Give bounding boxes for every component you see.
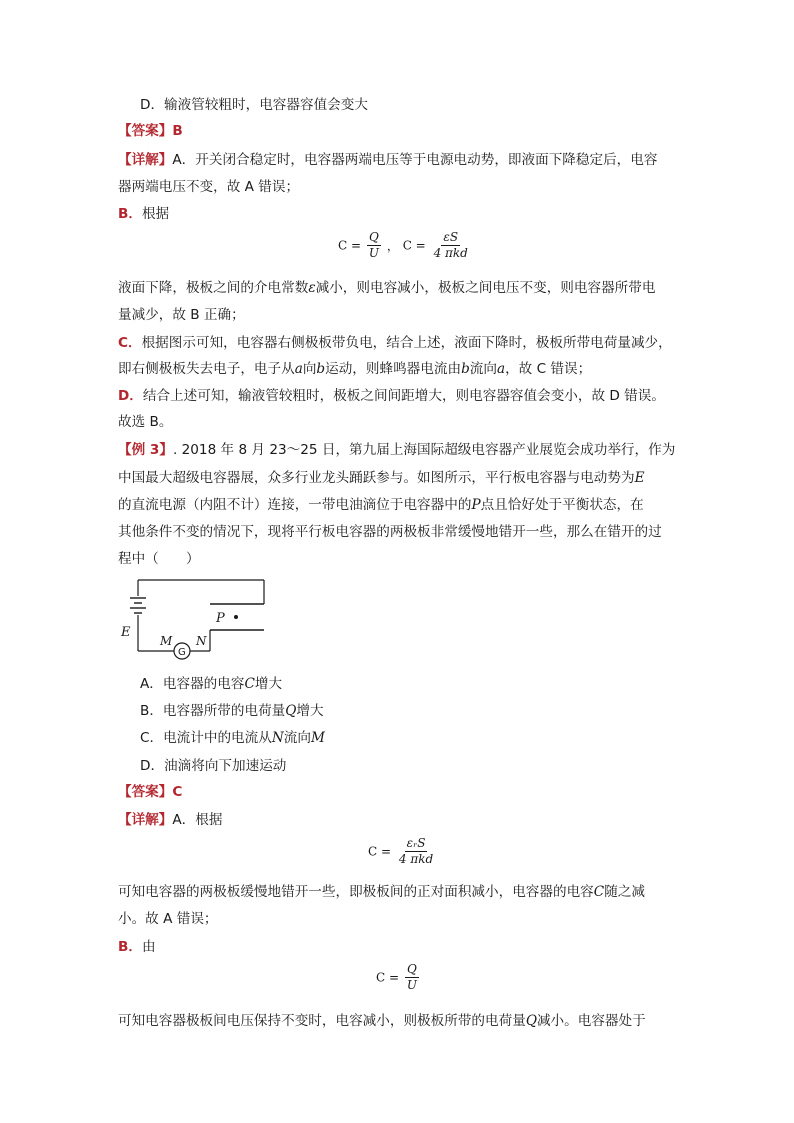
example-tag: 【例 3】	[118, 442, 173, 458]
option-text: 流向	[283, 730, 311, 746]
math-symbol: Q	[525, 1013, 537, 1029]
detail-text: 可知电容器的两极板缓慢地错开一些，即极板间的正对面积减小，电容器的电容	[118, 884, 594, 900]
example-3-line-4	[118, 522, 688, 542]
detail-text: ，故 C 错误；	[505, 361, 592, 377]
detail-text: 可知电容器极板间电压保持不变时，电容减小，则极板所带的电荷量	[118, 1013, 526, 1029]
formula-fraction	[432, 230, 470, 261]
detail-text: 根据图示可知，电容器右侧极板带负电，结合上述，液面下降时，极板所带电荷量减少，	[141, 335, 672, 351]
detail-text: 随之减	[604, 884, 645, 900]
option-text: B．电容器所带的电荷量	[140, 703, 286, 719]
math-symbol: M	[310, 730, 325, 746]
formula-denominator: U	[406, 978, 418, 992]
formula-capacitance-1	[338, 230, 472, 261]
detail2-line-1	[118, 810, 688, 830]
detail-text: 根据	[141, 206, 170, 222]
question-text: 的直流电源（内阻不计）连接，一带电油滴位于电容器中的	[118, 497, 472, 513]
formula-lhs: C =	[368, 844, 392, 859]
detail-text: 减小。电容器处于	[536, 1013, 646, 1029]
math-symbol: N	[271, 730, 284, 746]
detail-text: 流向	[469, 361, 497, 377]
answer-line-1	[118, 121, 688, 141]
formula-denominator: U	[368, 246, 380, 260]
detail-text: 即右侧极板失去电子，电子从	[118, 361, 295, 377]
math-symbol: P	[471, 497, 481, 513]
detail-line-8	[118, 386, 688, 406]
emf-label: E	[121, 625, 131, 640]
math-symbol: ε	[308, 280, 316, 296]
formula-lhs: C =	[376, 970, 400, 985]
detail-text: 向	[302, 361, 317, 377]
answer-line-2	[118, 782, 688, 802]
formula-numerator: εᵣS	[406, 836, 426, 850]
option-prefix: D．	[118, 388, 143, 404]
math-symbol: b	[316, 361, 326, 377]
formula-fraction	[405, 962, 419, 993]
formula-capacitance-3	[376, 962, 421, 993]
point-p-label: P	[216, 611, 225, 626]
formula-fraction	[397, 836, 435, 867]
option-d-text: D．输液管较粗时，电容器容值会变大	[140, 97, 368, 113]
option-text: 增大	[254, 676, 283, 692]
option-b	[140, 701, 710, 721]
option-text: C．电流计中的电流从	[140, 730, 272, 746]
detail-text: 故选 B。	[118, 414, 173, 430]
detail-tag: 【详解】	[118, 152, 173, 168]
detail-line-6	[118, 333, 688, 353]
detail-text: A．根据	[172, 812, 223, 828]
math-symbol: Q	[285, 703, 297, 719]
formula-lhs: C =	[338, 238, 362, 253]
detail-line-3	[118, 204, 688, 224]
question-text: 其他条件不变的情况下，现将平行板电容器的两极板非常缓慢地错开一些，那么在错开的过	[118, 524, 662, 540]
formula-capacitance-2	[368, 836, 437, 867]
question-text: 点且恰好处于平衡状态，在	[480, 497, 644, 513]
detail-text: 量减少，故 B 正确；	[118, 307, 245, 323]
formula-numerator: Q	[369, 230, 379, 244]
option-d	[140, 756, 710, 776]
formula-separator: ，	[386, 239, 399, 253]
option-prefix: C．	[118, 335, 142, 351]
option-text: 增大	[296, 703, 324, 719]
detail-line-1	[118, 150, 688, 170]
example-3-line-2	[118, 468, 688, 488]
detail-line-7	[118, 359, 688, 379]
math-symbol: a	[294, 361, 303, 377]
math-symbol: C	[593, 884, 605, 900]
detail-line-4	[118, 278, 688, 298]
option-c	[140, 728, 710, 748]
detail2-line-2	[118, 882, 688, 902]
formula-fraction	[367, 230, 381, 261]
detail-text: 器两端电压不变，故 A 错误；	[118, 179, 300, 195]
math-symbol: b	[461, 361, 470, 377]
question-text: . 2018 年 8 月 23～25 日，第九届上海国际超级电容器产业展览会成功举行，作为	[172, 442, 676, 458]
option-d-previous	[140, 95, 710, 115]
formula-numerator: εS	[443, 230, 459, 244]
formula-numerator: Q	[407, 962, 417, 976]
formula-denominator: 4 πkd	[398, 852, 434, 866]
option-text: A．电容器的电容	[140, 676, 245, 692]
example-3-line-5	[118, 549, 688, 569]
math-symbol: C	[244, 676, 255, 692]
question-text: 中国最大超级电容器展，众多行业龙头踊跃参与。如图所示，平行板电容器与电动势为	[118, 470, 635, 486]
option-prefix: B．	[118, 939, 142, 955]
answer-tag: 【答案】C	[118, 784, 183, 800]
detail-line-9	[118, 412, 688, 432]
question-text: 程中（ ）	[118, 551, 200, 567]
detail-text: 运动，则蜂鸣器电流由	[325, 361, 462, 377]
detail-text: 小。故 A 错误；	[118, 911, 218, 927]
option-a	[140, 674, 710, 694]
option-prefix: B．	[118, 206, 142, 222]
detail2-line-3	[118, 909, 688, 929]
detail-text: 结合上述可知，输液管较粗时，极板之间间距增大，则电容器容值会变小，故 D 错误。	[142, 388, 665, 404]
node-label-n: N	[196, 634, 207, 648]
detail-line-2	[118, 177, 688, 197]
detail-text: A．开关闭合稳定时，电容器两端电压等于电源电动势，即液面下降稳定后，电容	[172, 152, 658, 168]
formula-lhs: C =	[402, 238, 426, 253]
math-symbol: a	[496, 361, 506, 377]
galvanometer-label: G	[178, 647, 186, 658]
detail-line-5	[118, 305, 688, 325]
math-symbol: E	[634, 470, 645, 486]
example-3-line-3	[118, 495, 688, 515]
example-3-line-1	[118, 440, 688, 460]
detail-tag: 【详解】	[118, 812, 173, 828]
node-label-m: M	[160, 634, 173, 648]
detail-text: 由	[141, 939, 156, 955]
detail-text: 液面下降，极板之间的介电常数	[118, 280, 309, 296]
circuit-diagram	[118, 574, 268, 666]
answer-tag: 【答案】B	[118, 123, 183, 139]
detail2-line-5	[118, 1011, 688, 1031]
detail-text: 减小，则电容减小，极板之间电压不变，则电容器所带电	[315, 280, 656, 296]
formula-denominator: 4 πkd	[433, 246, 468, 260]
detail2-line-4	[118, 937, 688, 957]
option-text: D．油滴将向下加速运动	[140, 758, 287, 774]
oil-droplet	[234, 615, 238, 619]
